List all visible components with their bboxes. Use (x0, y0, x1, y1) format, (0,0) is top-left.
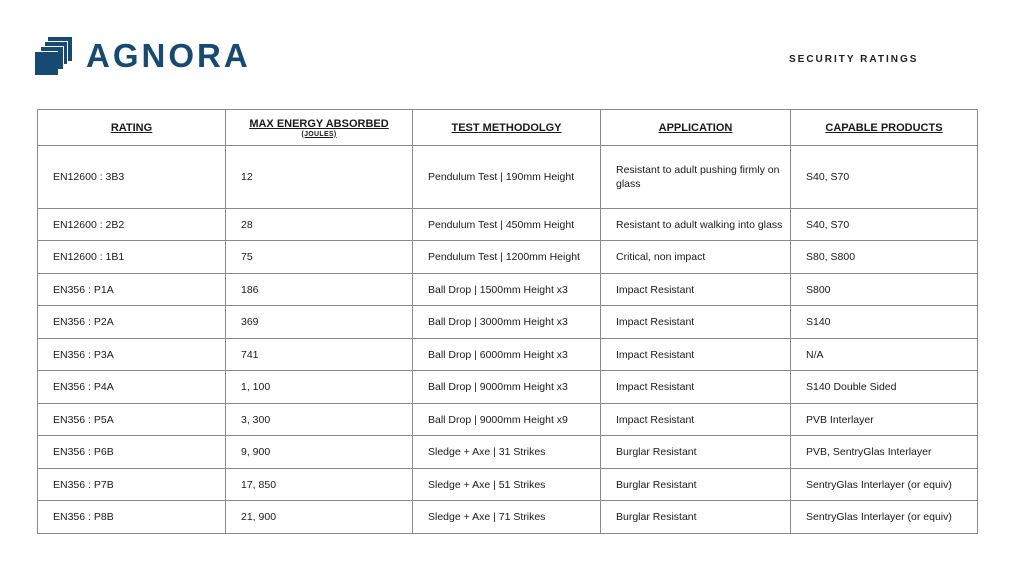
cell-energy: 186 (226, 273, 413, 306)
table-row (38, 468, 978, 501)
security-ratings-table (37, 109, 978, 534)
cell-application: Resistant to adult pushing firmly on glass (601, 146, 791, 209)
cell-products: S140 Double Sided (791, 371, 978, 404)
cell-methodology: Pendulum Test | 1200mm Height (413, 241, 601, 274)
cell-rating: EN356 : P2A (38, 306, 226, 339)
cell-products: S800 (791, 273, 978, 306)
table-row (38, 436, 978, 469)
cell-application: Burglar Resistant (601, 501, 791, 534)
cell-rating: EN356 : P8B (38, 501, 226, 534)
header-max-energy-unit: (JOULES) (301, 130, 337, 138)
cell-rating: EN356 : P1A (38, 273, 226, 306)
cell-energy: 9, 900 (226, 436, 413, 469)
cell-rating: EN12600 : 2B2 (38, 208, 226, 241)
cell-application: Impact Resistant (601, 306, 791, 339)
cell-products: PVB Interlayer (791, 403, 978, 436)
cell-application: Burglar Resistant (601, 436, 791, 469)
cell-rating: EN356 : P4A (38, 371, 226, 404)
cell-methodology: Ball Drop | 9000mm Height x3 (413, 371, 601, 404)
table-row (38, 306, 978, 339)
brand-name: AGNORA (86, 37, 251, 74)
cell-application: Burglar Resistant (601, 468, 791, 501)
cell-energy: 3, 300 (226, 403, 413, 436)
table-row (38, 241, 978, 274)
cell-products: SentryGlas Interlayer (or equiv) (791, 501, 978, 534)
cell-energy: 28 (226, 208, 413, 241)
brand-logo (34, 36, 251, 76)
cell-methodology: Ball Drop | 1500mm Height x3 (413, 273, 601, 306)
cell-application: Impact Resistant (601, 403, 791, 436)
table-row (38, 146, 978, 209)
cell-rating: EN12600 : 3B3 (38, 146, 226, 209)
cell-methodology: Sledge + Axe | 51 Strikes (413, 468, 601, 501)
cell-application: Impact Resistant (601, 338, 791, 371)
table-row (38, 371, 978, 404)
agnora-logo-icon (34, 37, 72, 75)
cell-energy: 369 (226, 306, 413, 339)
cell-methodology: Ball Drop | 3000mm Height x3 (413, 306, 601, 339)
header-test-methodology: TEST METHODOLGY (413, 110, 601, 146)
cell-energy: 12 (226, 146, 413, 209)
header-application: APPLICATION (601, 110, 791, 146)
cell-methodology: Ball Drop | 6000mm Height x3 (413, 338, 601, 371)
cell-energy: 17, 850 (226, 468, 413, 501)
cell-rating: EN12600 : 1B1 (38, 241, 226, 274)
header-max-energy: MAX ENERGY ABSORBED (JOULES) (226, 110, 413, 146)
cell-methodology: Sledge + Axe | 31 Strikes (413, 436, 601, 469)
cell-methodology: Pendulum Test | 450mm Height (413, 208, 601, 241)
table-row (38, 273, 978, 306)
cell-methodology: Ball Drop | 9000mm Height x9 (413, 403, 601, 436)
table-row (38, 501, 978, 534)
cell-rating: EN356 : P7B (38, 468, 226, 501)
cell-products: S40, S70 (791, 208, 978, 241)
cell-rating: EN356 : P5A (38, 403, 226, 436)
cell-products: PVB, SentryGlas Interlayer (791, 436, 978, 469)
cell-products: S140 (791, 306, 978, 339)
cell-rating: EN356 : P6B (38, 436, 226, 469)
cell-energy: 741 (226, 338, 413, 371)
cell-methodology: Pendulum Test | 190mm Height (413, 146, 601, 209)
cell-energy: 75 (226, 241, 413, 274)
table-row (38, 403, 978, 436)
header-rating: RATING (38, 110, 226, 146)
table-row (38, 338, 978, 371)
page-title: SECURITY RATINGS (789, 54, 919, 65)
cell-application: Impact Resistant (601, 371, 791, 404)
cell-energy: 21, 900 (226, 501, 413, 534)
cell-products: S80, S800 (791, 241, 978, 274)
cell-products: SentryGlas Interlayer (or equiv) (791, 468, 978, 501)
cell-products: S40, S70 (791, 146, 978, 209)
cell-rating: EN356 : P3A (38, 338, 226, 371)
table-row (38, 208, 978, 241)
cell-energy: 1, 100 (226, 371, 413, 404)
table-header-row (38, 110, 978, 146)
cell-products: N/A (791, 338, 978, 371)
cell-application: Resistant to adult walking into glass (601, 208, 791, 241)
cell-application: Impact Resistant (601, 273, 791, 306)
header-capable-products: CAPABLE PRODUCTS (791, 110, 978, 146)
cell-application: Critical, non impact (601, 241, 791, 274)
cell-methodology: Sledge + Axe | 71 Strikes (413, 501, 601, 534)
